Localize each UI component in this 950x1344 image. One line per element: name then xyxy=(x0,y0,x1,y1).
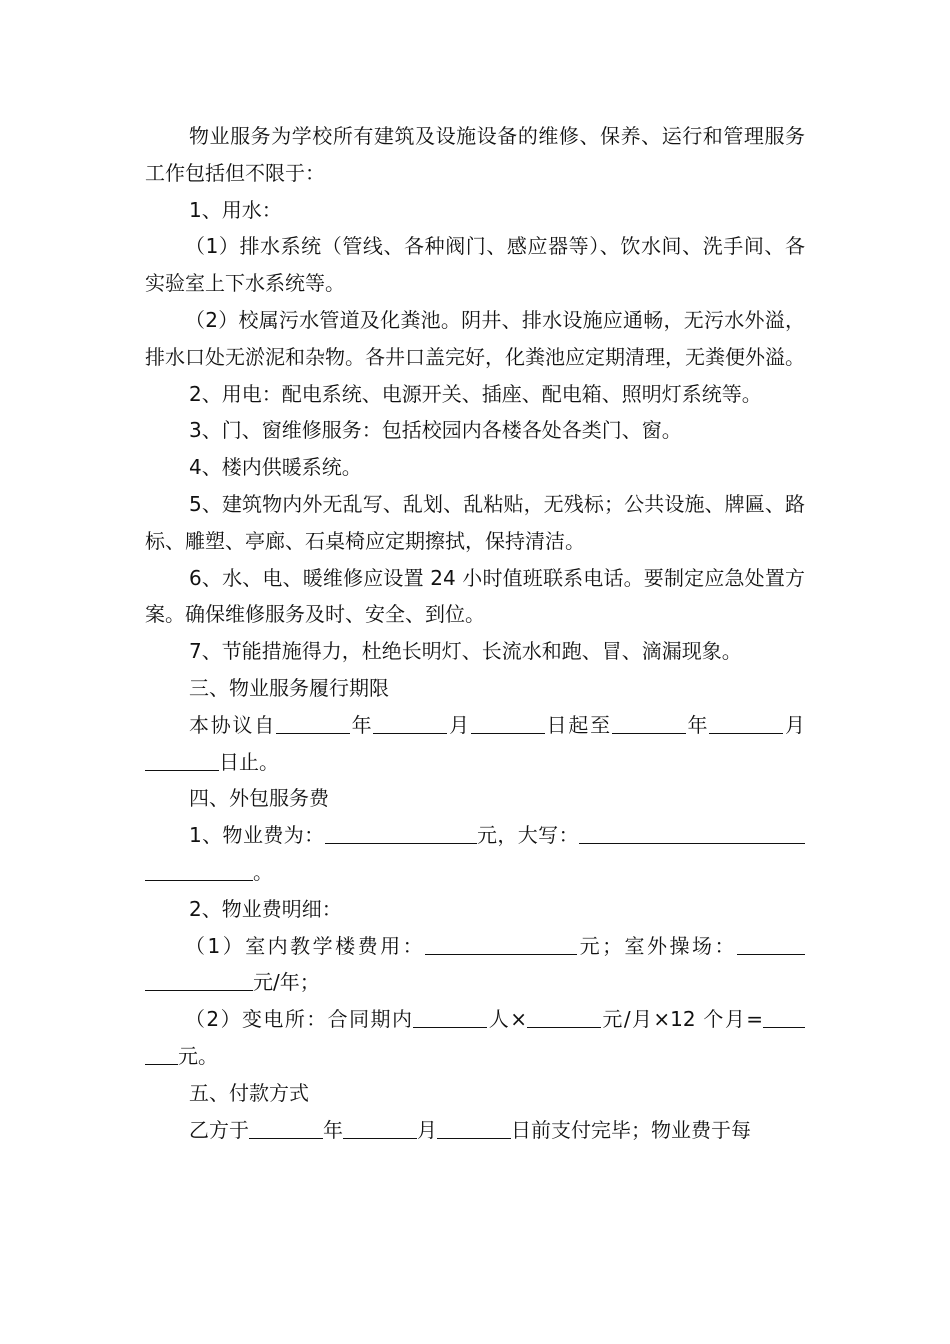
blank-start-month[interactable] xyxy=(373,711,447,734)
blank-substation-total-cont[interactable] xyxy=(145,1042,178,1065)
term-text-end-year: 年 xyxy=(685,712,710,737)
term-text-month: 月 xyxy=(447,712,471,737)
term-text-end-month: 月 xyxy=(783,712,806,737)
item-heating: 4、楼内供暖系统。 xyxy=(189,455,362,480)
pay-text-year: 年 xyxy=(323,1117,343,1142)
term-clause xyxy=(145,707,805,781)
blank-fee-uppercase-cont[interactable] xyxy=(145,858,253,881)
blank-substation-total[interactable] xyxy=(763,1005,805,1028)
term-text-end: 日止。 xyxy=(219,749,279,774)
blank-substation-rate[interactable] xyxy=(527,1005,601,1028)
blank-classroom-fee[interactable] xyxy=(425,932,577,955)
item-water-sewage: （2）校属污水管道及化粪池。阴井、排水设施应通畅，无污水外溢，排水口处无淤泥和杂物。各井口盖完好，化粪池应定期清理，无粪便外溢。 xyxy=(145,307,805,369)
detail2-text-a: （2）变电所：合同期内 xyxy=(185,1007,414,1032)
item-doors-windows: 3、门、窗维修服务：包括校园内各楼各处各类门、窗。 xyxy=(189,418,682,443)
blank-fee-amount[interactable] xyxy=(325,821,477,844)
blank-end-day[interactable] xyxy=(145,748,219,771)
detail1-text-b: 元；室外操场： xyxy=(577,933,737,958)
item-repair-hotline: 6、水、电、暖维修应设置 24 小时值班联系电话。要制定应急处置方案。确保维修服务及时、安全、到位。 xyxy=(145,565,805,627)
pay-text-month: 月 xyxy=(417,1117,437,1142)
blank-playground-fee[interactable] xyxy=(737,932,805,955)
item-water-drainage: （1）排水系统（管线、各种阀门、感应器等）、饮水间、洗手间、各实验室上下水系统等。 xyxy=(145,234,805,296)
fee-text-uppercase: 元，大写： xyxy=(476,823,579,848)
detail2-text-d: 元。 xyxy=(178,1043,218,1068)
term-text-year: 年 xyxy=(349,712,374,737)
blank-start-year[interactable] xyxy=(276,711,350,734)
pay-text-end: 日前支付完毕；物业费于每 xyxy=(511,1117,751,1142)
item-water: 1、用水： xyxy=(189,197,282,222)
blank-pay-month[interactable] xyxy=(343,1116,417,1139)
blank-start-day[interactable] xyxy=(471,711,545,734)
fee-detail-substation xyxy=(145,1001,805,1075)
item-electricity: 2、用电：配电系统、电源开关、插座、配电箱、照明灯系统等。 xyxy=(189,381,762,406)
term-text-to: 日起至 xyxy=(544,712,612,737)
pay-text-a: 乙方于 xyxy=(189,1117,249,1142)
blank-playground-fee-cont[interactable] xyxy=(145,968,253,991)
section-fee-heading: 四、外包服务费 xyxy=(189,786,329,811)
section-payment-heading: 五、付款方式 xyxy=(189,1080,309,1105)
detail1-text-a: （1）室内教学楼费用： xyxy=(185,933,426,958)
blank-substation-people[interactable] xyxy=(413,1005,487,1028)
fee-text-label: 1、物业费为： xyxy=(189,823,325,848)
detail2-text-b: 人× xyxy=(487,1007,527,1032)
blank-fee-uppercase[interactable] xyxy=(579,821,805,844)
blank-pay-day[interactable] xyxy=(437,1116,511,1139)
blank-end-year[interactable] xyxy=(612,711,686,734)
fee-detail-title: 2、物业费明细： xyxy=(189,896,342,921)
document-page xyxy=(145,118,805,1148)
scope-intro: 物业服务为学校所有建筑及设施设备的维修、保养、运行和管理服务工作包括但不限于： xyxy=(145,124,805,185)
detail2-text-c: 元/月×12 个月= xyxy=(600,1007,763,1032)
fee-detail-classroom xyxy=(145,928,805,1002)
item-energy-saving: 7、节能措施得力，杜绝长明灯、长流水和跑、冒、滴漏现象。 xyxy=(189,639,742,664)
payment-clause xyxy=(145,1112,805,1149)
blank-end-month[interactable] xyxy=(709,711,783,734)
fee-text-end: 。 xyxy=(253,859,273,884)
blank-pay-year[interactable] xyxy=(249,1116,323,1139)
fee-clause xyxy=(145,817,805,891)
section-term-heading: 三、物业服务履行期限 xyxy=(189,675,389,700)
term-text-from: 本协议自 xyxy=(189,712,276,737)
item-cleanliness: 5、建筑物内外无乱写、乱划、乱粘贴，无残标；公共设施、牌匾、路标、雕塑、亭廊、石桌椅应定期擦拭，保持清洁。 xyxy=(145,491,805,553)
detail1-text-c: 元/年； xyxy=(253,970,320,995)
